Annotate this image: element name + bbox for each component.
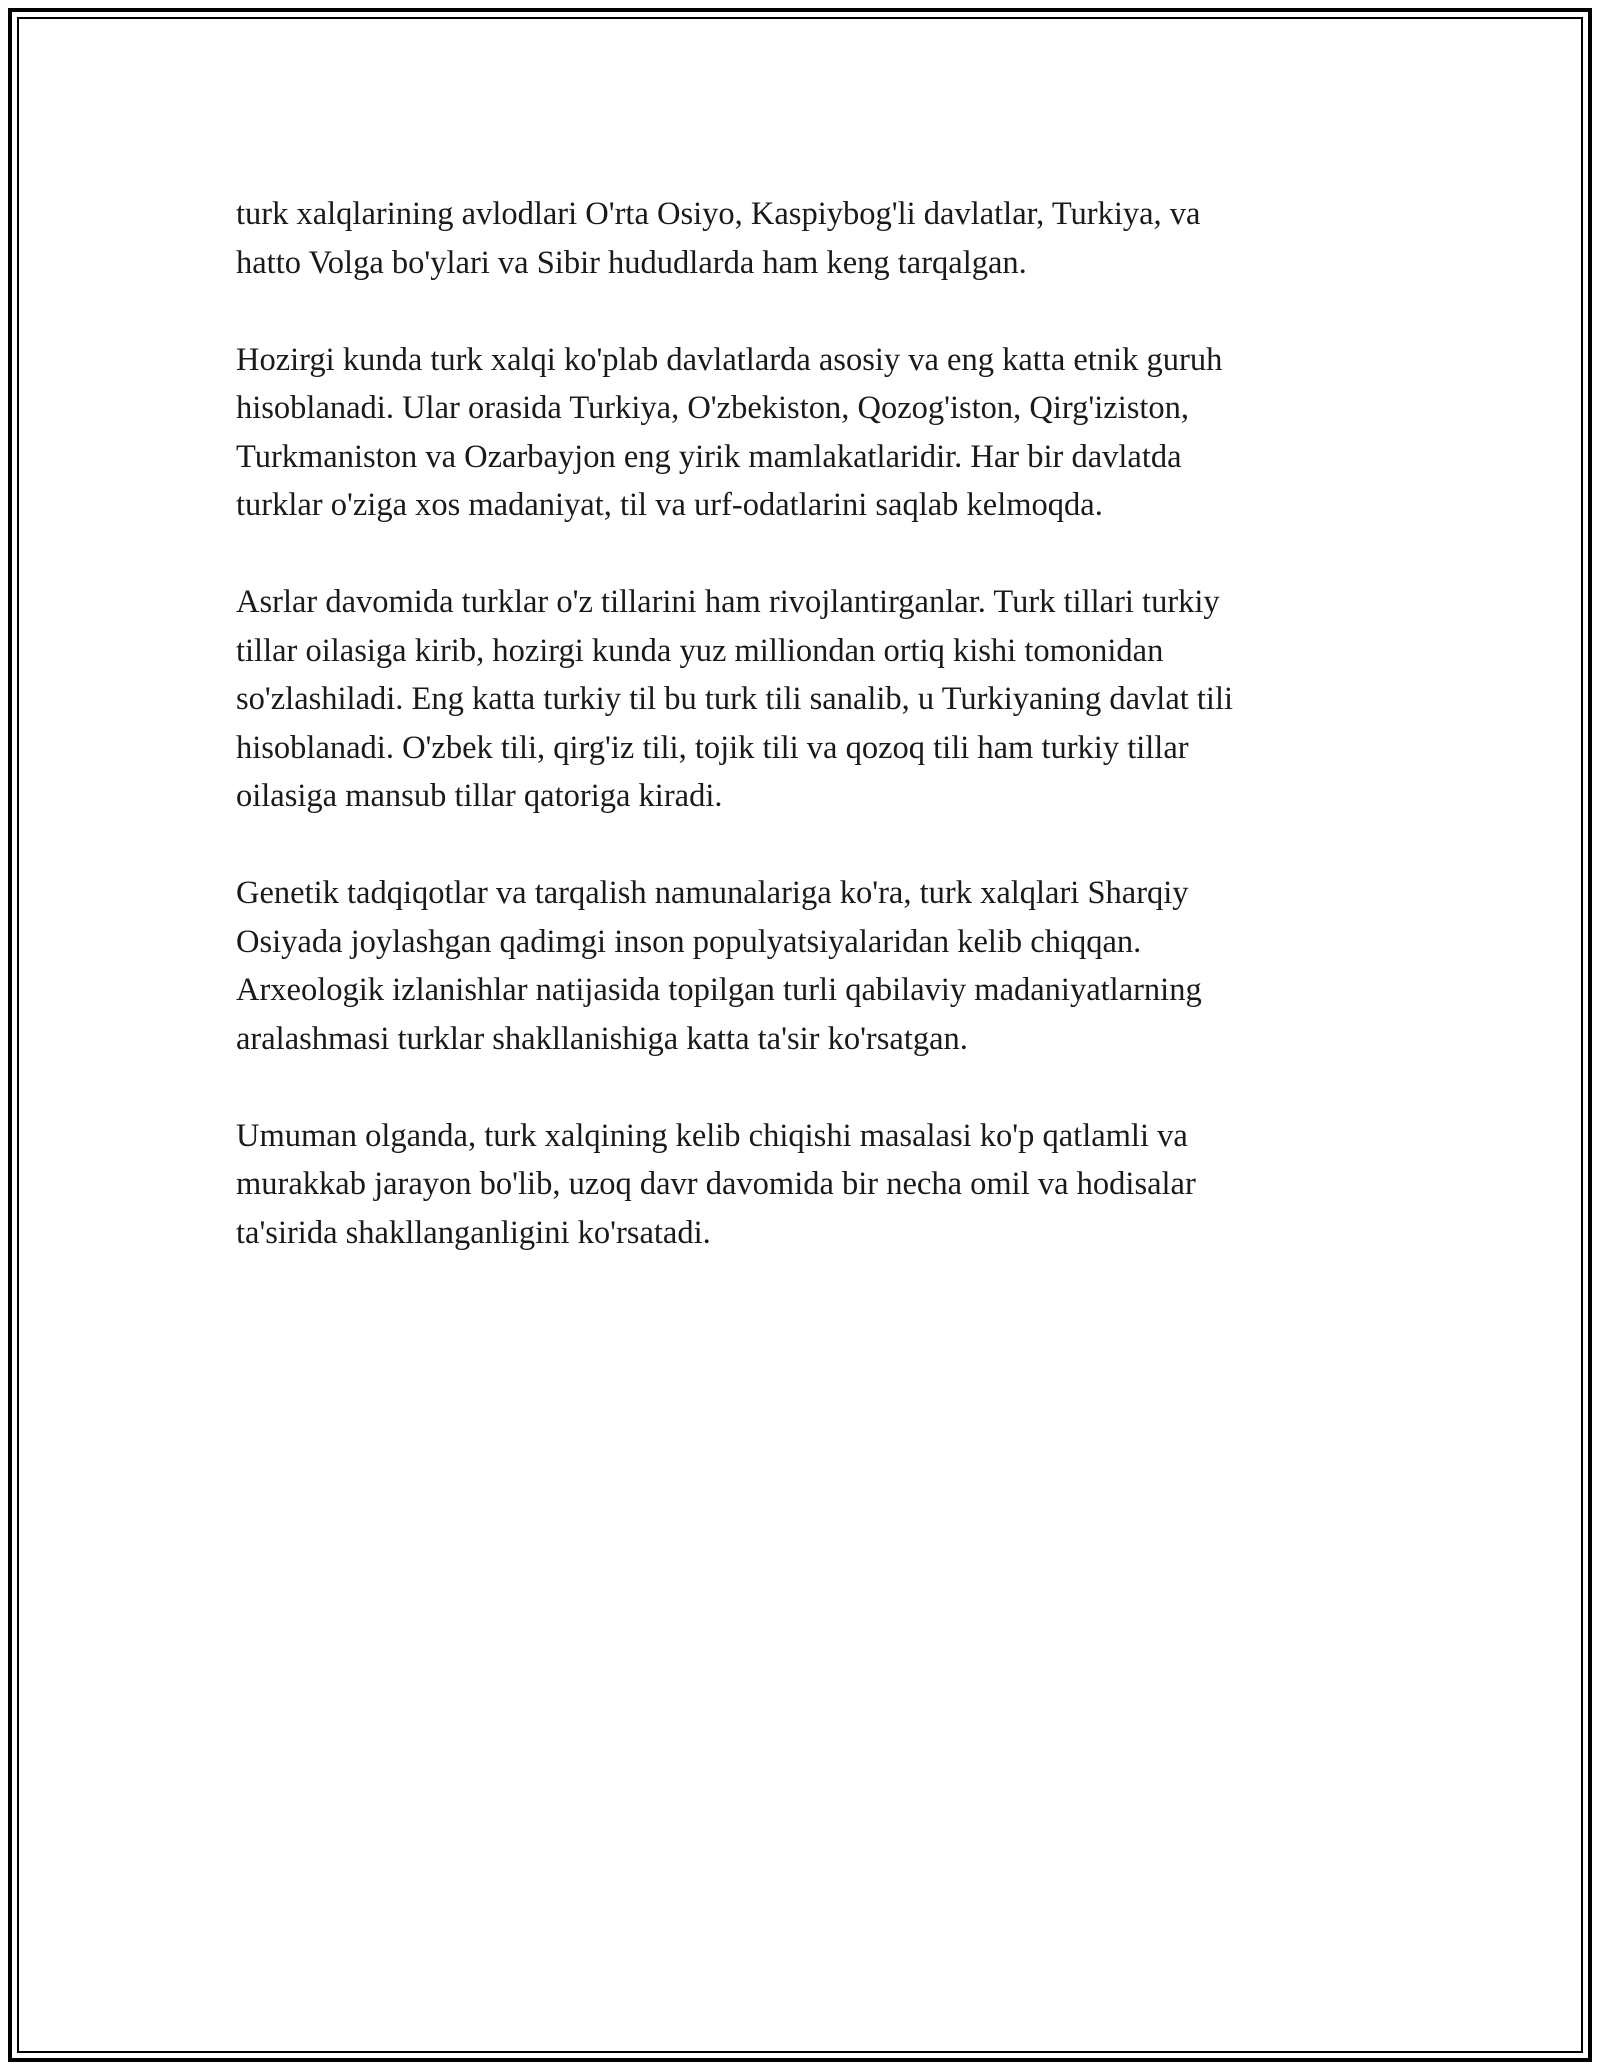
paragraph-1: turk xalqlarining avlodlari O'rta Osiyo, Kaspiybog'li davlatlar, Turkiya, va hatto Volga bo'ylari va Sibir hududlarda ham keng tarqalgan. (236, 196, 1201, 281)
paragraph-5: Umuman olganda, turk xalqining kelib chiqishi masalasi ko'p qatlamli va murakkab jarayon bo'lib, uzoq davr davomida bir necha omil va hodisalar ta'sirida shakllanganligini ko'rsatadi. (236, 1117, 1196, 1251)
paragraph-2: Hozirgi kunda turk xalqi ko'plab davlatlarda asosiy va eng katta etnik guruh hisoblanadi. Ular orasida Turkiya, O'zbekiston, Qozog'iston, Qirg'iziston, Turkmaniston va Ozarbayjon eng yirik mamlakatlaridir. Har bir davlatda turklar o'ziga xos madaniyat, til va urf-odatlarini saqlab kelmoqda. (236, 341, 1223, 523)
document-body (236, 190, 1386, 1306)
paragraph-4: Genetik tadqiqotlar va tarqalish namunalariga ko'ra, turk xalqlari Sharqiy Osiyada joylashgan qadimgi inson populyatsiyalaridan kelib chiqqan. Arxeologik izlanishlar natijasida topilgan turli qabilaviy madaniyatlarning aralashmasi turklar shakllanishiga katta ta'sir ko'rsatgan. (236, 875, 1202, 1057)
paragraph-3: Asrlar davomida turklar o'z tillarini ham rivojlantirganlar. Turk tillari turkiy tillar oilasiga kirib, hozirgi kunda yuz milliondan ortiq kishi tomonidan so'zlashiladi. Eng katta turkiy til bu turk tili sanalib, u Turkiyaning davlat tili hisoblanadi. O'zbek tili, qirg'iz tili, tojik tili va qozoq tili ham turkiy tillar oilasiga mansub tillar qatoriga kiradi. (236, 584, 1234, 814)
